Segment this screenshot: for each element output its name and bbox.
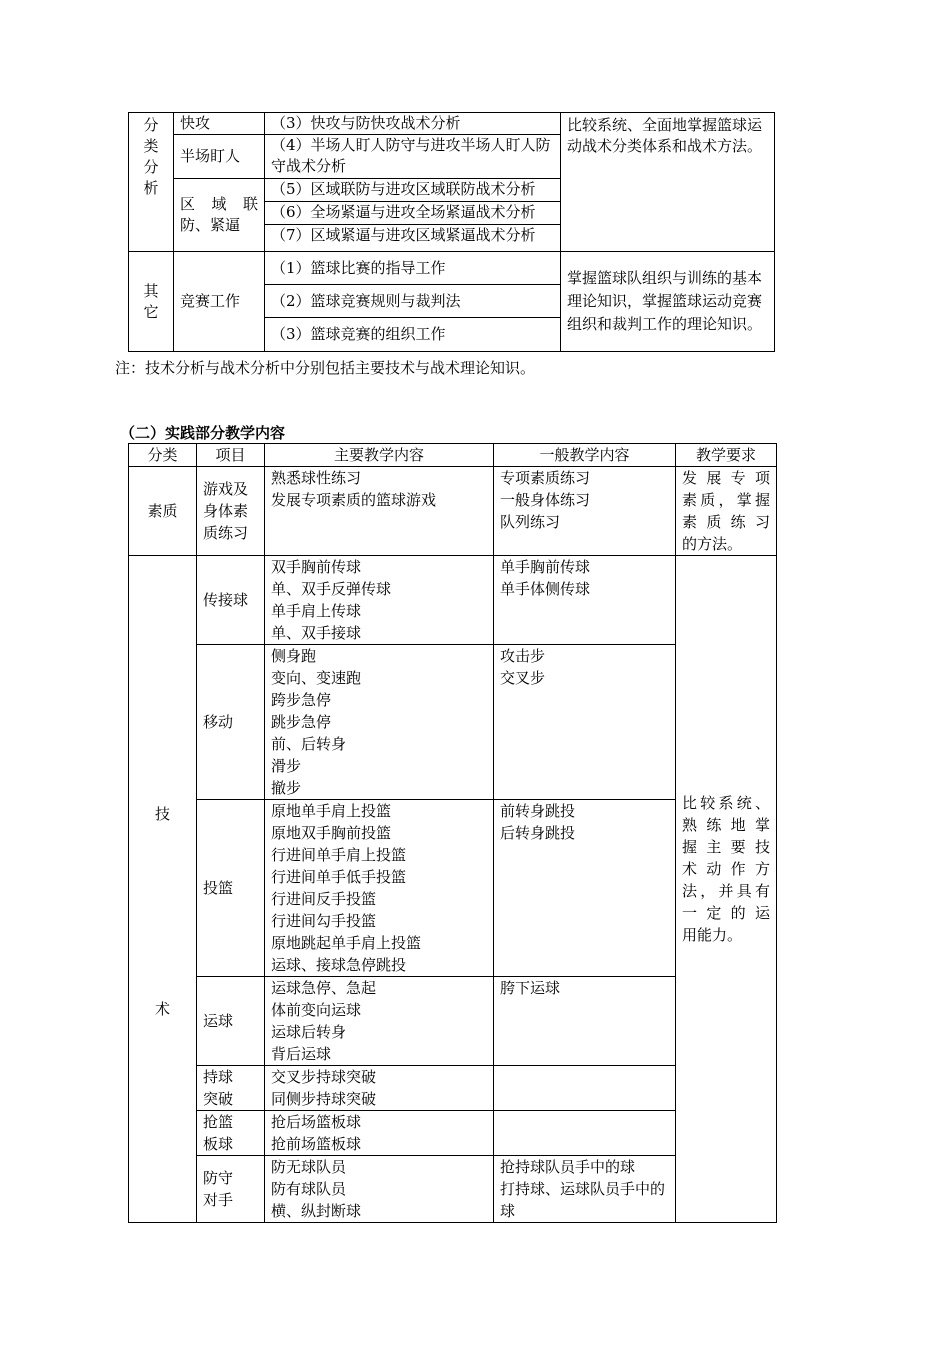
general-content-cell <box>494 556 676 645</box>
general-content-line: 后转身跳投 <box>500 824 576 842</box>
item-cell: 投篮 <box>197 800 265 977</box>
requirement-cell: 比较系统、熟 练 地 掌握 主 要 技术动作方法，并具有一 定 的 运用能力。 <box>676 556 777 1223</box>
general-content-cell <box>494 1111 676 1156</box>
general-content-cell <box>494 1066 676 1111</box>
general-content-line: 前转身跳投 <box>500 802 576 820</box>
main-content-line: 行进间勾手投篮 <box>271 912 377 930</box>
item-cell-banchang: 半场盯人 <box>174 135 265 179</box>
item-cell: 持球突破 <box>197 1066 265 1111</box>
main-content-cell <box>265 800 494 977</box>
item-cell: 抢篮板球 <box>197 1111 265 1156</box>
main-content-line: 侧身跑 <box>271 647 317 665</box>
general-content-line: 打持球、运球队员手中的球 <box>500 1180 666 1220</box>
category-char: 类 <box>143 137 159 155</box>
category-char: 技 <box>154 805 170 823</box>
content-cell: （3）快攻与防快攻战术分析 <box>265 113 561 135</box>
content-cell: （3）篮球竞赛的组织工作 <box>265 318 561 352</box>
main-content-line: 运球急停、急起 <box>271 979 377 997</box>
content-cell: （6）全场紧逼与进攻全场紧逼战术分析 <box>265 202 561 225</box>
content-cell: （1）篮球比赛的指导工作 <box>265 252 561 285</box>
main-content-line: 横、纵封断球 <box>271 1202 362 1220</box>
main-content-line: 行进间单手低手投篮 <box>271 868 407 886</box>
main-content-line: 变向、变速跑 <box>271 669 362 687</box>
general-content-line: 队列练习 <box>500 513 561 531</box>
main-content-cell <box>265 556 494 645</box>
main-content-line: 防无球队员 <box>271 1158 347 1176</box>
main-content-line: 单、双手接球 <box>271 624 362 642</box>
practice-table <box>128 443 777 1223</box>
main-content-line: 熟悉球性练习 <box>271 469 362 487</box>
main-content-line: 滑步 <box>271 757 302 775</box>
category-cell-suzhi: 素质 <box>129 467 197 556</box>
category-char: 术 <box>154 1000 170 1018</box>
item-cell-jingsai: 竞赛工作 <box>174 252 265 352</box>
main-content-line: 原地跳起单手肩上投篮 <box>271 934 422 952</box>
main-content-line: 背后运球 <box>271 1045 332 1063</box>
main-content-line: 原地双手胸前投篮 <box>271 824 392 842</box>
main-content-line: 体前变向运球 <box>271 1001 362 1019</box>
general-content-cell <box>494 645 676 800</box>
item-cell: 游戏及身体素质练习 <box>197 467 265 556</box>
general-content-line: 单手胸前传球 <box>500 558 591 576</box>
theory-table-continued <box>128 112 775 352</box>
section-heading: （二）实践部分教学内容 <box>120 424 286 442</box>
general-content-line: 交叉步 <box>500 669 546 687</box>
main-content-line: 同侧步持球突破 <box>271 1090 377 1108</box>
category-char: 其 <box>143 281 159 300</box>
main-content-line: 跨步急停 <box>271 691 332 709</box>
general-content-cell <box>494 800 676 977</box>
main-content-cell <box>265 977 494 1066</box>
main-content-cell <box>265 645 494 800</box>
general-content-line: 抢持球队员手中的球 <box>500 1158 636 1176</box>
main-content-line: 抢后场篮板球 <box>271 1113 362 1131</box>
header-cell: 教学要求 <box>676 444 777 467</box>
category-cell-qita <box>129 252 174 352</box>
main-content-cell <box>265 1156 494 1223</box>
main-content-line: 行进间反手投篮 <box>271 890 377 908</box>
category-char: 分 <box>143 158 159 176</box>
main-content-cell <box>265 1111 494 1156</box>
main-content-line: 撤步 <box>271 779 302 797</box>
item-cell: 传接球 <box>197 556 265 645</box>
general-content-line: 专项素质练习 <box>500 469 591 487</box>
item-cell-kuaigong: 快攻 <box>174 113 265 135</box>
general-content-cell <box>494 1156 676 1223</box>
main-content-line: 单手肩上传球 <box>271 602 362 620</box>
general-content-cell <box>494 467 676 556</box>
header-cell: 项目 <box>197 444 265 467</box>
header-cell: 分类 <box>129 444 197 467</box>
category-char: 析 <box>143 179 159 197</box>
category-cell-jishu <box>129 556 197 1223</box>
content-cell: （5）区域联防与进攻区域联防战术分析 <box>265 179 561 202</box>
main-content-line: 前、后转身 <box>271 735 347 753</box>
requirement-cell: 发 展 专 项 素质，掌握素 质 练 习的方法。 <box>676 467 777 556</box>
main-content-line: 发展专项素质的篮球游戏 <box>271 491 437 509</box>
main-content-line: 运球后转身 <box>271 1023 347 1041</box>
header-cell: 主要教学内容 <box>265 444 494 467</box>
header-cell: 一般教学内容 <box>494 444 676 467</box>
main-content-cell <box>265 1066 494 1111</box>
item-cell-quyu: 区 域 联防、紧逼 <box>174 179 265 252</box>
main-content-cell <box>265 467 494 556</box>
main-content-line: 原地单手肩上投篮 <box>271 802 392 820</box>
category-cell-fenleifenxi <box>129 113 174 252</box>
item-cell: 运球 <box>197 977 265 1066</box>
item-cell: 防守对手 <box>197 1156 265 1223</box>
main-content-line: 防有球队员 <box>271 1180 347 1198</box>
category-char: 它 <box>143 302 159 321</box>
content-cell: （2）篮球竞赛规则与裁判法 <box>265 285 561 318</box>
general-content-cell <box>494 977 676 1066</box>
item-cell: 移动 <box>197 645 265 800</box>
general-content-line: 胯下运球 <box>500 979 561 997</box>
main-content-line: 抢前场篮板球 <box>271 1135 362 1153</box>
general-content-line: 攻击步 <box>500 647 546 665</box>
main-content-line: 跳步急停 <box>271 713 332 731</box>
main-content-line: 双手胸前传球 <box>271 558 362 576</box>
main-content-line: 交叉步持球突破 <box>271 1068 377 1086</box>
main-content-line: 行进间单手肩上投篮 <box>271 846 407 864</box>
main-content-line: 单、双手反弹传球 <box>271 580 392 598</box>
category-char: 分 <box>143 116 159 134</box>
general-content-line: 一般身体练习 <box>500 491 591 509</box>
main-content-line: 运球、接球急停跳投 <box>271 956 407 974</box>
table-note: 注：技术分析与战术分析中分别包括主要技术与战术理论知识。 <box>115 359 536 377</box>
content-cell: （7）区域紧逼与进攻区域紧逼战术分析 <box>265 225 561 252</box>
content-cell: （4）半场人盯人防守与进攻半场人盯人防守战术分析 <box>265 135 561 179</box>
requirement-cell: 掌握篮球队组织与训练的基本理论知识，掌握篮球运动竞赛组织和裁判工作的理论知识。 <box>561 252 775 352</box>
requirement-cell: 比较系统、全面地掌握篮球运动战术分类体系和战术方法。 <box>561 113 775 252</box>
general-content-line: 单手体侧传球 <box>500 580 591 598</box>
